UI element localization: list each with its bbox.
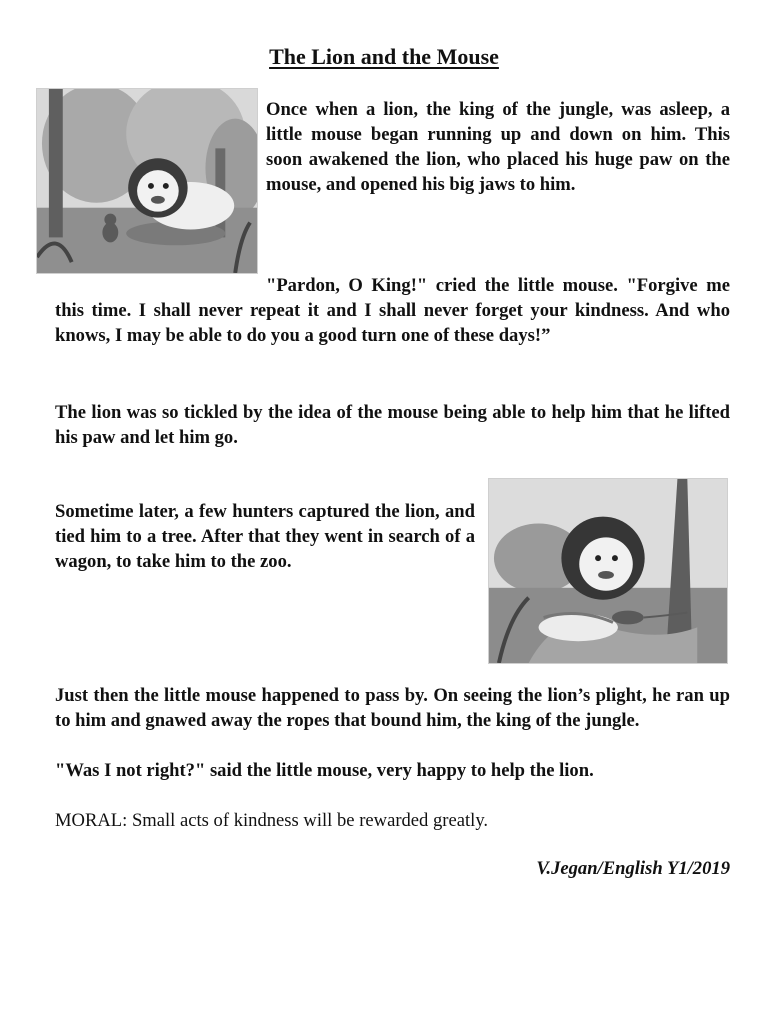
paragraph-was-i-not-right: "Was I not right?" said the little mouse, very happy to help the lion.: [55, 760, 594, 781]
paragraph-hunters: Sometime later, a few hunters captured the lion, and tied him to a tree. After that they went in search of a wagon, to take him to the zoo.: [55, 501, 475, 572]
paragraph-lion-asleep: Once when a lion, the king of the jungle, was asleep, a little mouse began running up and down on him. This soon awakened the lion, who placed his huge paw on the mouse, and opened his big jaws to him.: [266, 99, 730, 195]
lion-mouse-illustration: [36, 88, 258, 274]
paragraph-lion-lets-go: The lion was so tickled by the idea of the mouse being able to help him that he lifted his paw and let him go.: [55, 402, 730, 448]
author-credit: V.Jegan/English Y1/2019: [536, 858, 730, 879]
lion-tied-illustration: [488, 478, 728, 664]
paragraph-pardon-text: "Pardon, O King!" cried the little mouse. "Forgive me this time. I shall never repeat it and I shall never forget your kindness. And who knows, I may be able to do you a good turn one of these days!”: [55, 275, 730, 346]
story-title: The Lion and the Mouse: [269, 44, 499, 69]
paragraph-pardon-plea: [55, 273, 730, 348]
paragraph-mouse-rescue: Just then the little mouse happened to pass by. On seeing the lion’s plight, he ran up to him and gnawed away the ropes that bound him, the king of the jungle.: [55, 685, 730, 731]
moral-line: MORAL: Small acts of kindness will be rewarded greatly.: [55, 810, 489, 831]
